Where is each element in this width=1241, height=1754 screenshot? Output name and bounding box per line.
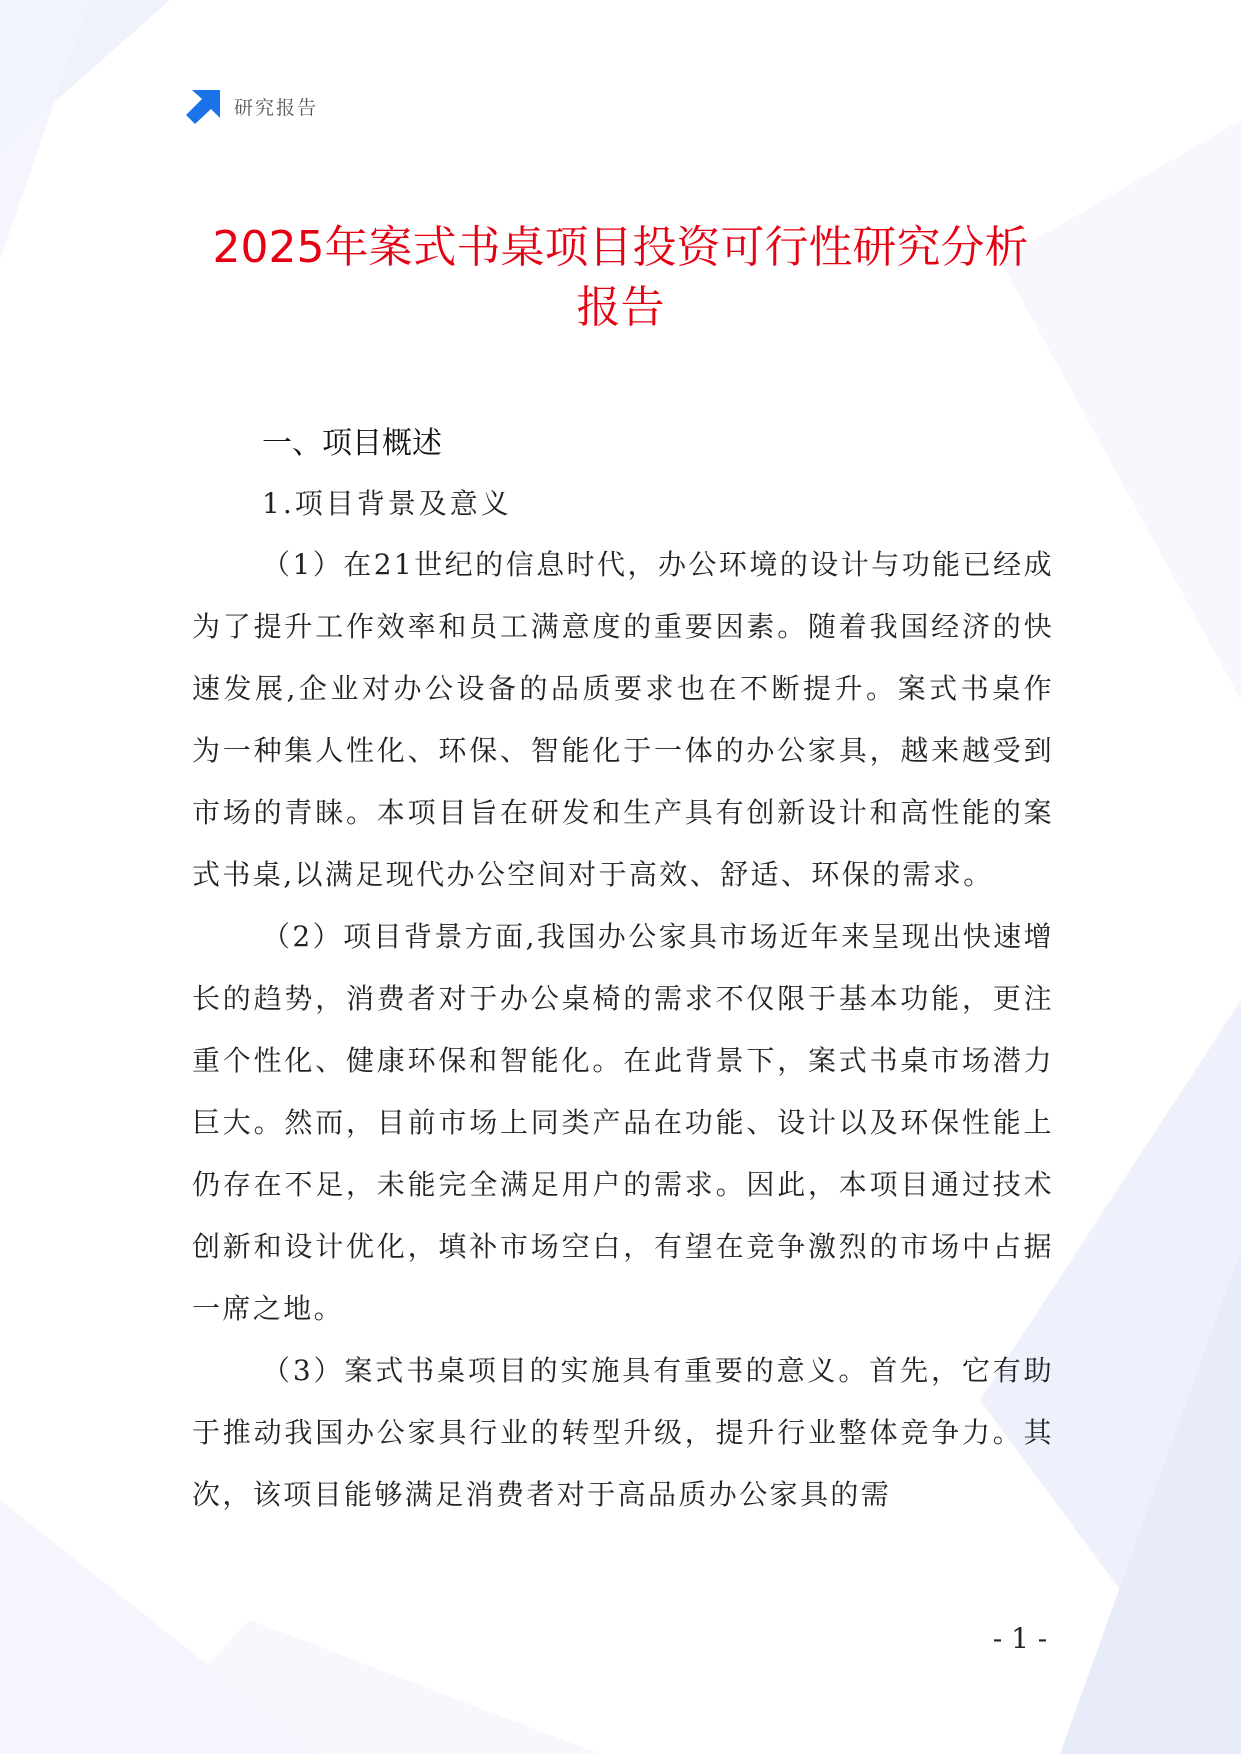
document-body <box>192 414 1054 1526</box>
title-line-1: 2025年案式书桌项目投资可行性研究分析 <box>212 222 1029 273</box>
document-title <box>160 218 1081 338</box>
paragraph-2: （2）项目背景方面,我国办公家具市场近年来呈现出快速增长的趋势，消费者对于办公桌椅的需求不仅限于基本功能，更注重个性化、健康环保和智能化。在此背景下，案式书桌市场潜力巨大。然而，目前市场上同类产品在功能、设计以及环保性能上仍存在不足，未能完全满足用户的需求。因此，本项目通过技术创新和设计优化，填补市场空白，有望在竞争激烈的市场中占据一席之地。 <box>192 920 1054 1325</box>
paragraph-3: （3）案式书桌项目的实施具有重要的意义。首先，它有助于推动我国办公家具行业的转型升级，提升行业整体竞争力。其次，该项目能够满足消费者对于高品质办公家具的需 <box>192 1354 1054 1511</box>
section-subheading: 1.项目背景及意义 <box>262 487 512 520</box>
header-label: 研究报告 <box>234 96 319 119</box>
page-number: - 1 - <box>992 1622 1048 1655</box>
arrow-up-right-icon <box>186 88 222 124</box>
title-line-2: 报告 <box>576 282 665 333</box>
paragraph-1: （1）在21世纪的信息时代，办公环境的设计与功能已经成为了提升工作效率和员工满意度的重要因素。随着我国经济的快速发展,企业对办公设备的品质要求也在不断提升。案式书桌作为一种集人性化、环保、智能化于一体的办公家具，越来越受到市场的青睐。本项目旨在研发和生产具有创新设计和高性能的案式书桌,以满足现代办公空间对于高效、舒适、环保的需求。 <box>192 548 1054 891</box>
section-heading: 一、项目概述 <box>262 426 442 461</box>
report-header <box>186 88 318 124</box>
